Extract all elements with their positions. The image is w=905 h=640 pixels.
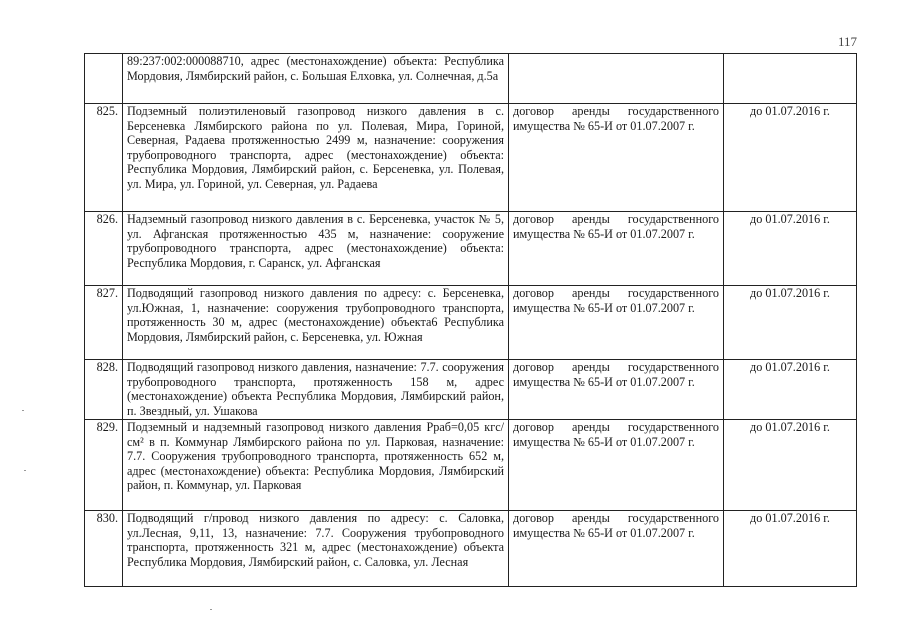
basis-document xyxy=(509,54,724,104)
term-date: до 01.07.2016 г. xyxy=(724,212,857,286)
term-date: до 01.07.2016 г. xyxy=(724,511,857,587)
object-description: Подземный и надземный газопровод низкого давления Рраб=0,05 кгс/см² в п. Коммунар Лямбирского района по ул. Парковая, назначение: 7.7. Сооружения трубопроводного транспорта, протяженность 652 м, адрес (местонахождение) объекта: Республика Мордовия, Лямбирский район, п. Коммунар, ул. Парковая xyxy=(123,420,509,511)
registry-table xyxy=(84,53,857,587)
term-date: до 01.07.2016 г. xyxy=(724,420,857,511)
term-date: до 01.07.2016 г. xyxy=(724,360,857,420)
basis-document: договор аренды государственного имущества № 65-И от 01.07.2007 г. xyxy=(509,104,724,212)
basis-document: договор аренды государственного имущества № 65-И от 01.07.2007 г. xyxy=(509,420,724,511)
row-number xyxy=(85,54,123,104)
object-description: 89:237:002:000088710, адрес (местонахождение) объекта: Республика Мордовия, Лямбирский район, с. Большая Елховка, ул. Солнечная, д.5а xyxy=(123,54,509,104)
table-row xyxy=(85,360,857,420)
row-number: 830. xyxy=(85,511,123,587)
object-description: Подводящий газопровод низкого давления, назначение: 7.7. сооружения трубопроводного транспорта, протяженность 158 м, адрес (местонахождение) объекта Республика Мордовия, Лямбирский район, п. Звездный, ул. Ушакова xyxy=(123,360,509,420)
basis-document: договор аренды государственного имущества № 65-И от 01.07.2007 г. xyxy=(509,212,724,286)
scan-speck xyxy=(22,410,24,411)
row-number: 826. xyxy=(85,212,123,286)
row-number: 825. xyxy=(85,104,123,212)
page-number: 117 xyxy=(838,34,858,49)
term-date xyxy=(724,54,857,104)
object-description: Подводящий газопровод низкого давления по адресу: с. Берсеневка, ул.Южная, 1, назначение: сооружения трубопроводного транспорта, протяженность 30 м, адрес (местонахождение) объекта6 Республика Мордовия, Лямбирский район, с. Берсеневка, ул. Южная xyxy=(123,286,509,360)
table-row xyxy=(85,511,857,587)
object-description: Подводящий г/провод низкого давления по адресу: с. Саловка, ул.Лесная, 9,11, 13, назначение: 7.7. Сооружения трубопроводного транспорта, протяженность 321 м, адрес (местонахождение) объекта Республика Мордовия, Лямбирский район, с. Саловка, ул. Лесная xyxy=(123,511,509,587)
row-number: 829. xyxy=(85,420,123,511)
table-row xyxy=(85,420,857,511)
row-number: 828. xyxy=(85,360,123,420)
basis-document: договор аренды государственного имущества № 65-И от 01.07.2007 г. xyxy=(509,286,724,360)
basis-document: договор аренды государственного имущества № 65-И от 01.07.2007 г. xyxy=(509,360,724,420)
scan-speck xyxy=(24,470,26,471)
table-row xyxy=(85,54,857,104)
table-row xyxy=(85,286,857,360)
table-row xyxy=(85,212,857,286)
term-date: до 01.07.2016 г. xyxy=(724,104,857,212)
object-description: Надземный газопровод низкого давления в с. Берсеневка, участок № 5, ул. Афганская протяженностью 435 м, назначение: сооружение трубопроводного транспорта, адрес (местонахождение) объекта: Республика Мордовия, г. Саранск, ул. Афганская xyxy=(123,212,509,286)
table-row xyxy=(85,104,857,212)
scan-speck xyxy=(210,609,212,610)
object-description: Подземный полиэтиленовый газопровод низкого давления в с. Берсеневка Лямбирского района по ул. Полевая, Мира, Гориной, Северная, Радаева протяженностью 2499 м, назначение: сооружения трубопроводного транспорта, адрес (местонахождение) объекта: Республика Мордовия, Лямбирский район, с. Берсеневка, ул. Полевая, ул. Мира, ул. Гориной, ул. Северная, ул. Радаева xyxy=(123,104,509,212)
term-date: до 01.07.2016 г. xyxy=(724,286,857,360)
basis-document: договор аренды государственного имущества № 65-И от 01.07.2007 г. xyxy=(509,511,724,587)
row-number: 827. xyxy=(85,286,123,360)
